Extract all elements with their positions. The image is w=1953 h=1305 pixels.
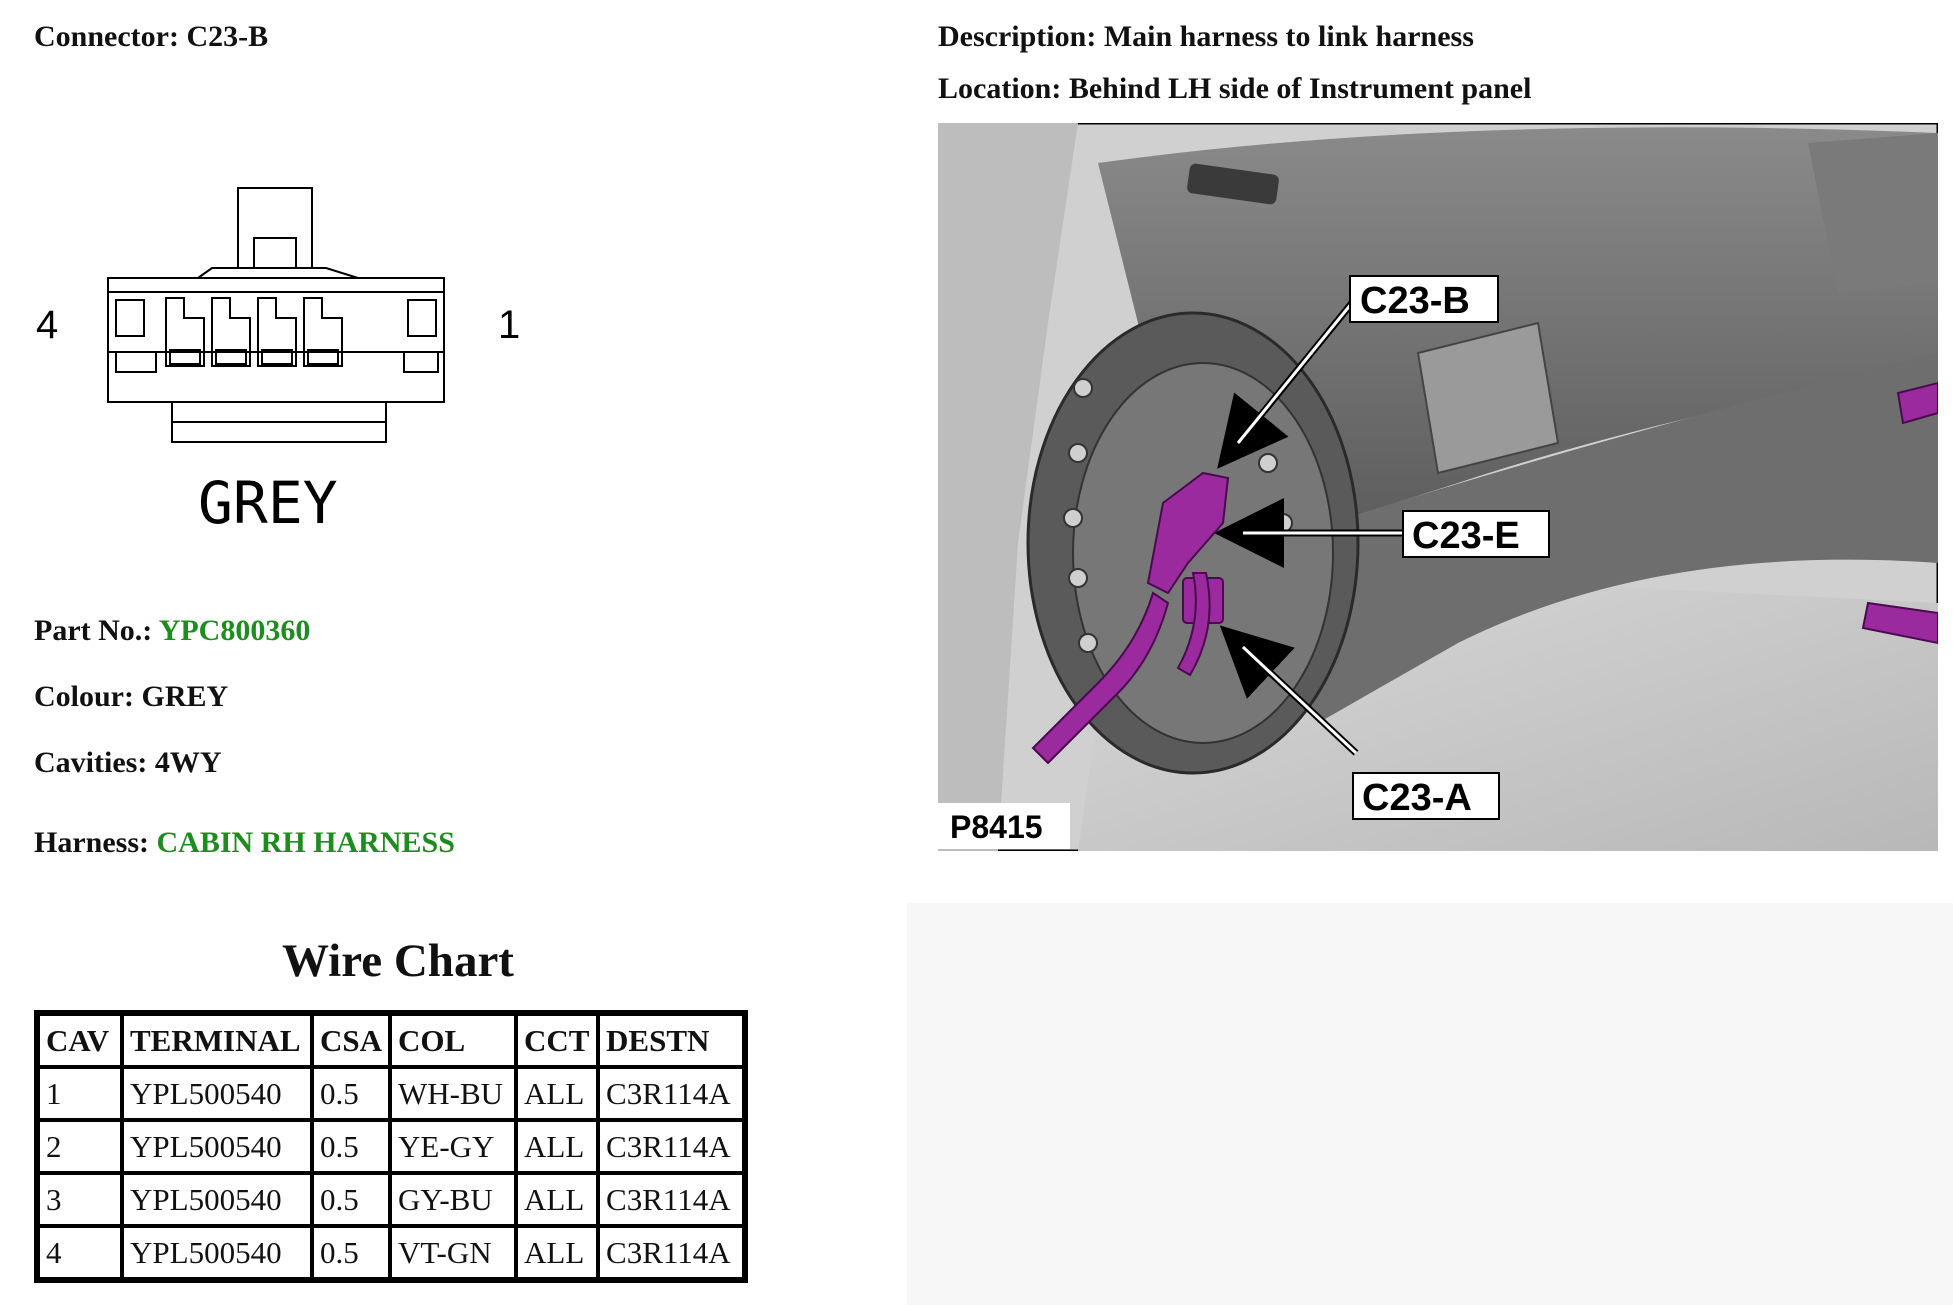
header-cav: CAV xyxy=(38,1014,122,1067)
cell-cct: ALL xyxy=(516,1120,598,1173)
cell-col: WH-BU xyxy=(390,1067,516,1120)
cell-csa: 0.5 xyxy=(312,1226,390,1279)
cell-destn: C3R114A xyxy=(598,1226,744,1279)
part-no-line xyxy=(34,614,310,648)
header-terminal: TERMINAL xyxy=(122,1014,312,1067)
terminal-cavity xyxy=(166,298,204,366)
harness-line xyxy=(34,826,455,860)
cell-destn: C3R114A xyxy=(598,1067,744,1120)
harness-label: Harness: xyxy=(34,826,149,859)
cell-cav: 2 xyxy=(38,1120,122,1173)
cell-terminal: YPL500540 xyxy=(122,1120,312,1173)
cell-cct: ALL xyxy=(516,1226,598,1279)
cell-col: YE-GY xyxy=(390,1120,516,1173)
terminal-cavity xyxy=(212,298,250,366)
wire-chart-header-row xyxy=(38,1014,744,1067)
empty-panel xyxy=(907,903,1953,1305)
connector-body xyxy=(108,278,444,402)
connector-latch xyxy=(238,188,312,268)
description-label: Description: xyxy=(938,20,1097,53)
colour-label: Colour: xyxy=(34,680,134,713)
location-label: Location: xyxy=(938,72,1062,105)
table-row xyxy=(38,1120,744,1173)
description-line xyxy=(938,20,1474,54)
connector-label: Connector: xyxy=(34,20,179,53)
cell-col: VT-GN xyxy=(390,1226,516,1279)
cell-cct: ALL xyxy=(516,1067,598,1120)
terminal-cavity xyxy=(304,298,342,366)
part-no-link[interactable]: YPC800360 xyxy=(158,614,311,647)
table-row xyxy=(38,1067,744,1120)
header-csa: CSA xyxy=(312,1014,390,1067)
location-photo xyxy=(938,123,1938,851)
cavities-value: 4WY xyxy=(154,746,222,779)
location-line xyxy=(938,72,1531,106)
table-row xyxy=(38,1173,744,1226)
cavities-label: Cavities: xyxy=(34,746,148,779)
cell-destn: C3R114A xyxy=(598,1173,744,1226)
cell-destn: C3R114A xyxy=(598,1120,744,1173)
colour-line xyxy=(34,680,228,714)
colour-legend: GREY xyxy=(198,469,338,537)
cell-cav: 3 xyxy=(38,1173,122,1226)
header-col: COL xyxy=(390,1014,516,1067)
cavities-line xyxy=(34,746,221,780)
connector-latch-inner xyxy=(254,238,296,268)
pin-label-right: 1 xyxy=(498,303,521,347)
pin-label-left: 4 xyxy=(36,303,59,347)
connector-shoulder xyxy=(108,268,444,278)
table-row xyxy=(38,1226,744,1279)
connector-line xyxy=(34,20,268,54)
cell-csa: 0.5 xyxy=(312,1067,390,1120)
header-destn: DESTN xyxy=(598,1014,744,1067)
cell-cav: 4 xyxy=(38,1226,122,1279)
terminal-cavity xyxy=(258,298,296,366)
harness-link[interactable]: CABIN RH HARNESS xyxy=(156,826,455,859)
description-value: Main harness to link harness xyxy=(1103,20,1474,53)
callout-c23-e: C23-E xyxy=(1412,515,1520,557)
colour-value: GREY xyxy=(141,680,229,713)
location-value: Behind LH side of Instrument panel xyxy=(1068,72,1532,105)
connector-face-diagram xyxy=(30,170,550,550)
callout-c23-a: C23-A xyxy=(1362,777,1472,819)
cell-terminal: YPL500540 xyxy=(122,1067,312,1120)
wire-chart-title: Wire Chart xyxy=(282,935,514,987)
part-no-label: Part No.: xyxy=(34,614,153,647)
callout-c23-b: C23-B xyxy=(1360,280,1470,322)
header-cct: CCT xyxy=(516,1014,598,1067)
cell-terminal: YPL500540 xyxy=(122,1226,312,1279)
cell-cct: ALL xyxy=(516,1173,598,1226)
connector-value: C23-B xyxy=(186,20,269,53)
wire-chart-table xyxy=(34,1010,748,1283)
figure-id: P8415 xyxy=(950,809,1043,845)
cell-csa: 0.5 xyxy=(312,1173,390,1226)
cell-col: GY-BU xyxy=(390,1173,516,1226)
cell-csa: 0.5 xyxy=(312,1120,390,1173)
cell-terminal: YPL500540 xyxy=(122,1173,312,1226)
cell-cav: 1 xyxy=(38,1067,122,1120)
